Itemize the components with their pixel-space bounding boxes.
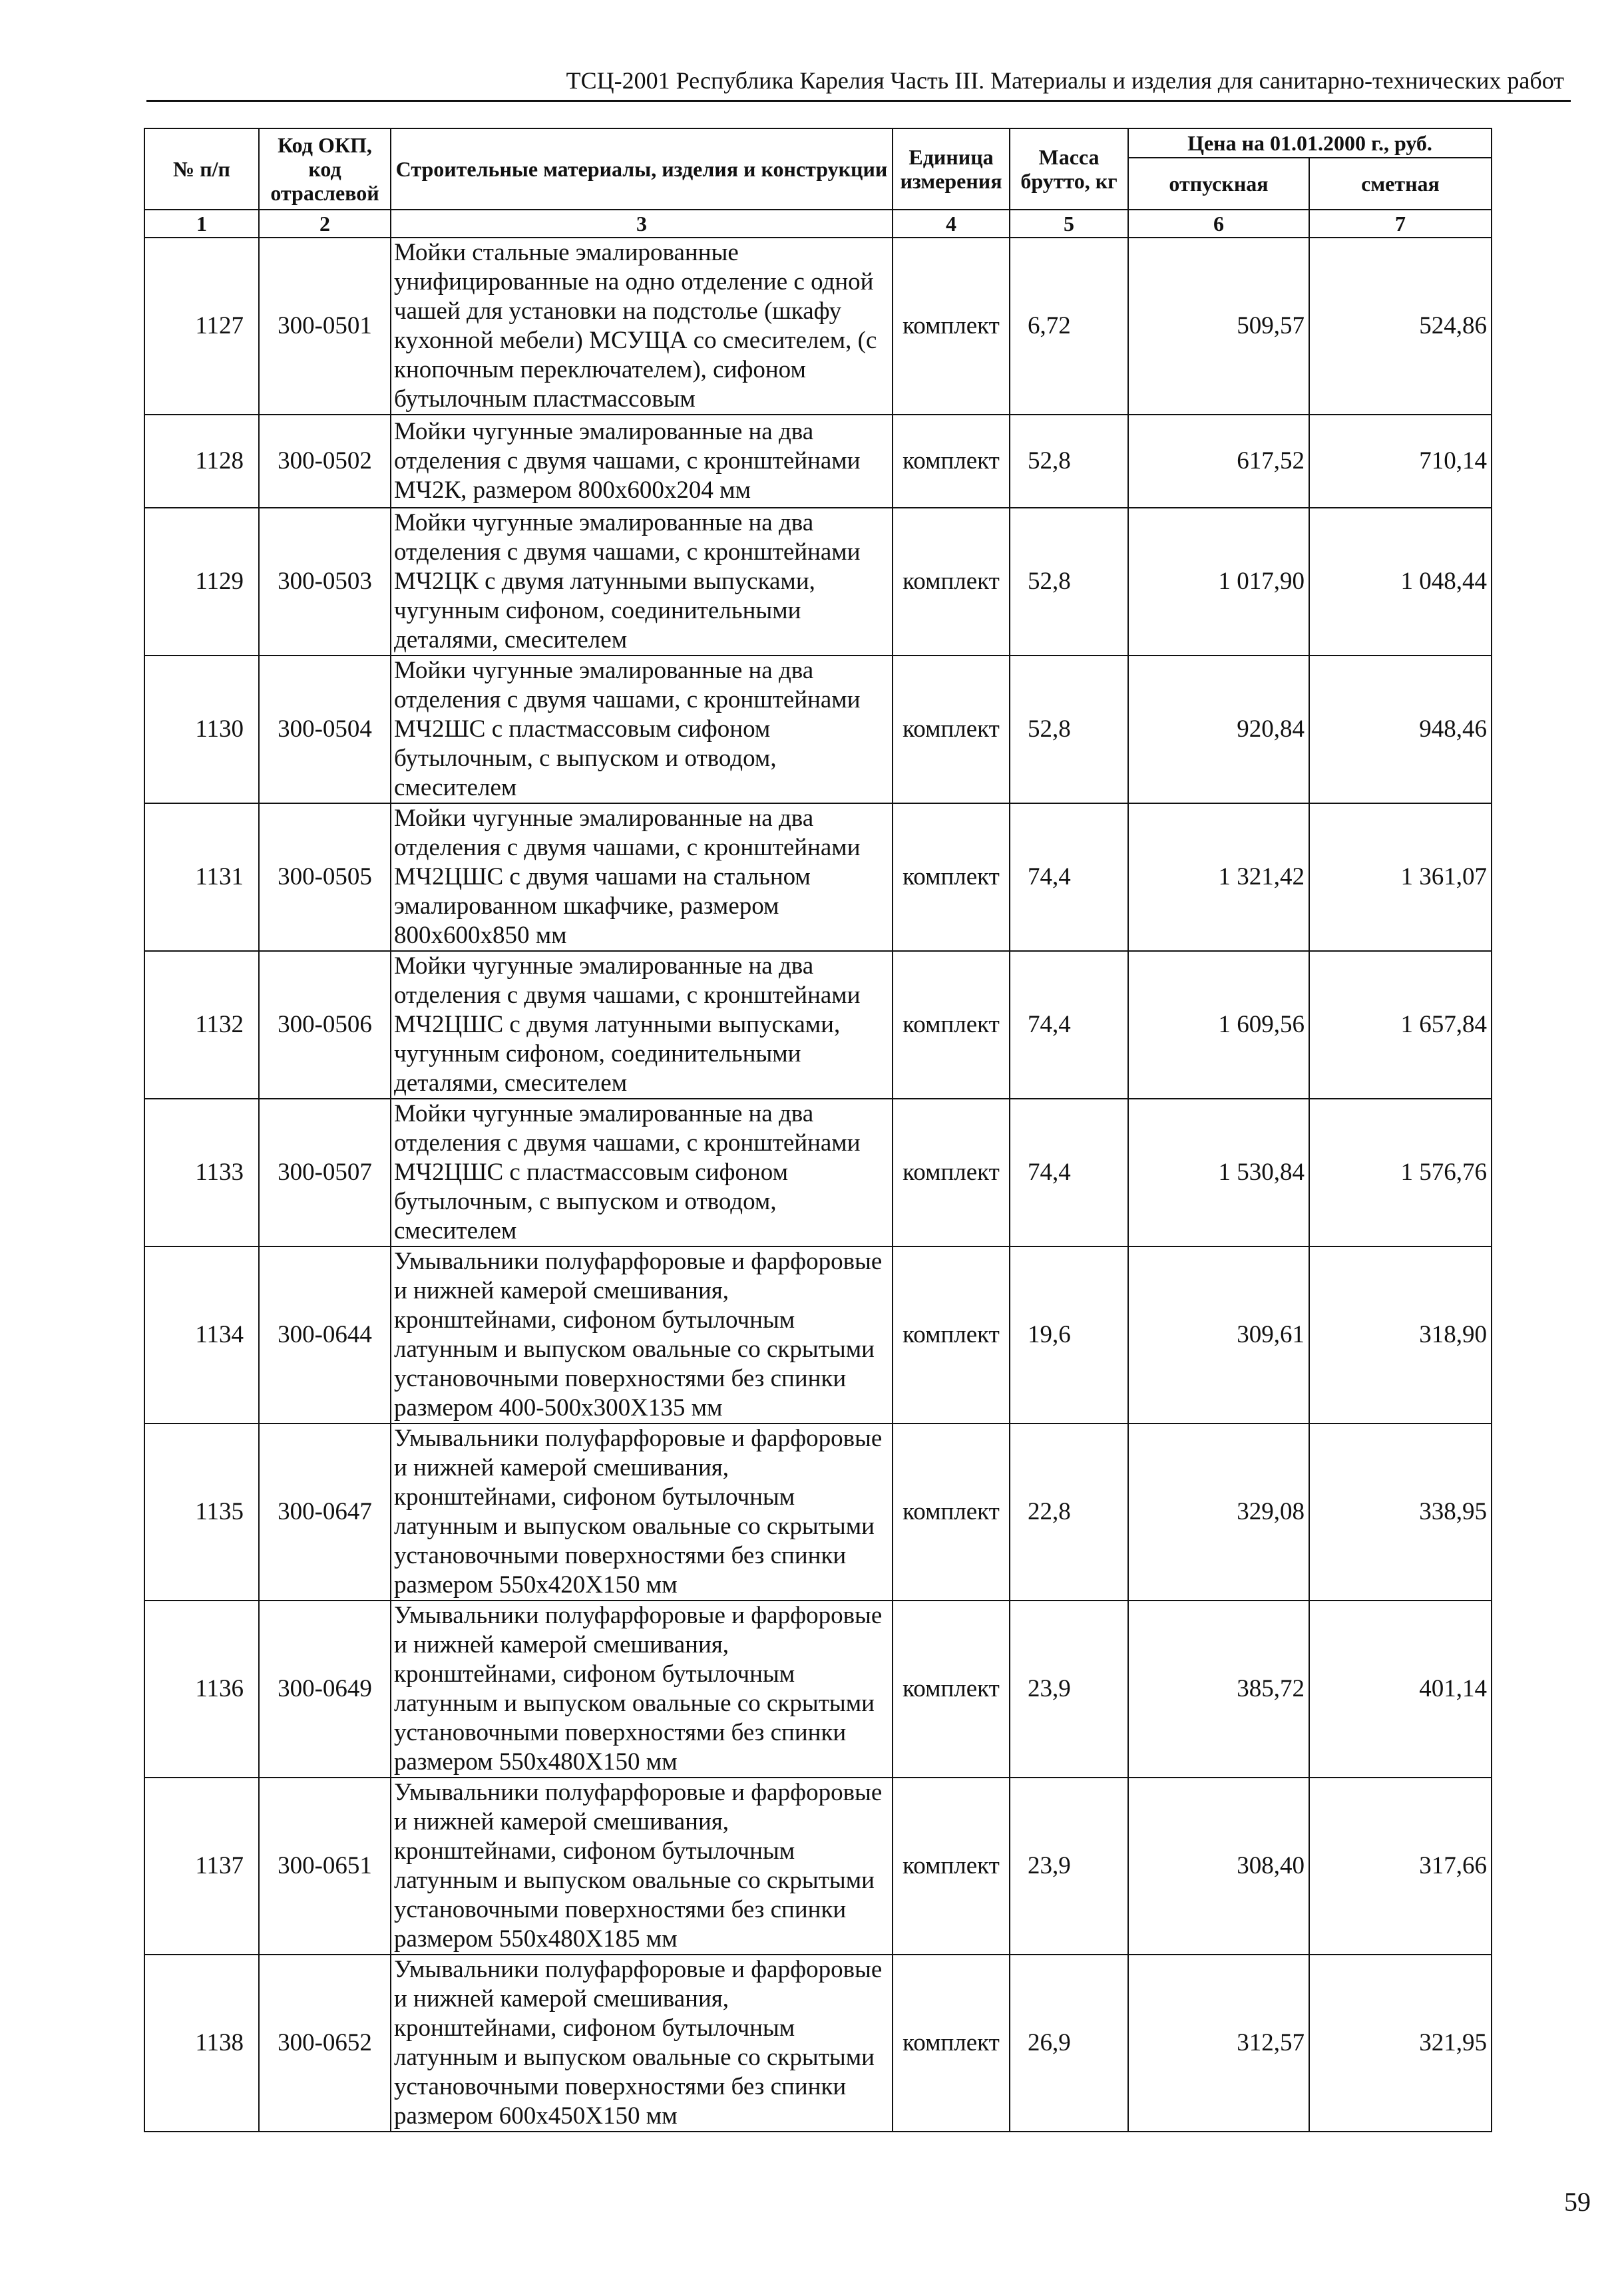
table-row (144, 803, 1492, 951)
table-row (144, 1955, 1492, 2132)
row-number: 1131 (144, 803, 259, 951)
row-number: 1137 (144, 1778, 259, 1955)
okp-code: 300-0644 (259, 1246, 391, 1424)
material-name: Мойки стальные эмалированные унифицированные на одно отделение с одной чашей для установки на подстолье (шкафу кухонной мебели) МСУЩА со смесителем, (с кнопочным переключателем), сифоном бутылочным пластмассовым (391, 238, 893, 415)
gross-mass: 74,4 (1010, 951, 1128, 1099)
gross-mass: 6,72 (1010, 238, 1128, 415)
unit-of-measure: комплект (893, 1099, 1010, 1246)
row-number: 1136 (144, 1601, 259, 1778)
table-row (144, 656, 1492, 803)
okp-code: 300-0501 (259, 238, 391, 415)
gross-mass: 52,8 (1010, 415, 1128, 508)
material-name: Мойки чугунные эмалированные на два отделения с двумя чашами, с кронштейнами МЧ2ЦК с двумя латунными выпусками, чугунным сифоном, соединительными деталями, смесителем (391, 508, 893, 656)
row-number: 1133 (144, 1099, 259, 1246)
gross-mass: 19,6 (1010, 1246, 1128, 1424)
release-price: 1 017,90 (1128, 508, 1309, 656)
estimate-price: 401,14 (1309, 1601, 1492, 1778)
column-number: 1 (144, 210, 259, 238)
col-header-code: Код ОКП, код отраслевой (259, 128, 391, 210)
release-price: 509,57 (1128, 238, 1309, 415)
header-row-1 (144, 128, 1492, 158)
okp-code: 300-0504 (259, 656, 391, 803)
row-number: 1130 (144, 656, 259, 803)
table-row (144, 1424, 1492, 1601)
row-number: 1132 (144, 951, 259, 1099)
material-name: Умывальники полуфарфоровые и фарфоровые и нижней камерой смешивания, кронштейнами, сифоном бутылочным латунным и выпуском овальные со скрытыми установочными поверхностями без спинки размером 400-500х300Х135 мм (391, 1246, 893, 1424)
table-row (144, 1601, 1492, 1778)
row-number: 1129 (144, 508, 259, 656)
estimate-price: 524,86 (1309, 238, 1492, 415)
table-row (144, 238, 1492, 415)
price-table (144, 128, 1492, 2132)
gross-mass: 52,8 (1010, 508, 1128, 656)
gross-mass: 74,4 (1010, 803, 1128, 951)
estimate-price: 321,95 (1309, 1955, 1492, 2132)
unit-of-measure: комплект (893, 508, 1010, 656)
material-name: Умывальники полуфарфоровые и фарфоровые и нижней камерой смешивания, кронштейнами, сифоном бутылочным латунным и выпуском овальные со скрытыми установочными поверхностями без спинки размером 550х480Х185 мм (391, 1778, 893, 1955)
estimate-price: 338,95 (1309, 1424, 1492, 1601)
estimate-price: 1 361,07 (1309, 803, 1492, 951)
okp-code: 300-0503 (259, 508, 391, 656)
column-number: 3 (391, 210, 893, 238)
estimate-price: 1 048,44 (1309, 508, 1492, 656)
col-header-mass: Масса брутто, кг (1010, 128, 1128, 210)
okp-code: 300-0506 (259, 951, 391, 1099)
release-price: 1 321,42 (1128, 803, 1309, 951)
gross-mass: 74,4 (1010, 1099, 1128, 1246)
row-number: 1135 (144, 1424, 259, 1601)
release-price: 617,52 (1128, 415, 1309, 508)
release-price: 309,61 (1128, 1246, 1309, 1424)
release-price: 308,40 (1128, 1778, 1309, 1955)
column-number: 4 (893, 210, 1010, 238)
estimate-price: 948,46 (1309, 656, 1492, 803)
estimate-price: 1 576,76 (1309, 1099, 1492, 1246)
material-name: Мойки чугунные эмалированные на два отделения с двумя чашами, с кронштейнами МЧ2ЦШС с двумя латунными выпусками, чугунным сифоном, соединительными деталями, смесителем (391, 951, 893, 1099)
gross-mass: 22,8 (1010, 1424, 1128, 1601)
row-number: 1128 (144, 415, 259, 508)
material-name: Мойки чугунные эмалированные на два отделения с двумя чашами, с кронштейнами МЧ2ЦШС с пластмассовым сифоном бутылочным, с выпуском и отводом, смесителем (391, 1099, 893, 1246)
gross-mass: 26,9 (1010, 1955, 1128, 2132)
unit-of-measure: комплект (893, 803, 1010, 951)
material-name: Умывальники полуфарфоровые и фарфоровые и нижней камерой смешивания, кронштейнами, сифоном бутылочным латунным и выпуском овальные со скрытыми установочными поверхностями без спинки размером 550х480Х150 мм (391, 1601, 893, 1778)
col-header-price-release: отпускная (1128, 158, 1309, 210)
header-title: ТСЦ-2001 Республика Карелия Часть III. Материалы и изделия для санитарно-технических работ (566, 67, 1564, 94)
row-number: 1134 (144, 1246, 259, 1424)
unit-of-measure: комплект (893, 238, 1010, 415)
table-row (144, 1778, 1492, 1955)
release-price: 1 530,84 (1128, 1099, 1309, 1246)
release-price: 1 609,56 (1128, 951, 1309, 1099)
gross-mass: 23,9 (1010, 1601, 1128, 1778)
unit-of-measure: комплект (893, 656, 1010, 803)
material-name: Умывальники полуфарфоровые и фарфоровые и нижней камерой смешивания, кронштейнами, сифоном бутылочным латунным и выпуском овальные со скрытыми установочными поверхностями без спинки размером 550х420Х150 мм (391, 1424, 893, 1601)
material-name: Мойки чугунные эмалированные на два отделения с двумя чашами, с кронштейнами МЧ2ЦШС с двумя чашами на стальном эмалированном шкафчике, размером 800х600х850 мм (391, 803, 893, 951)
table-row (144, 951, 1492, 1099)
estimate-price: 710,14 (1309, 415, 1492, 508)
material-name: Умывальники полуфарфоровые и фарфоровые и нижней камерой смешивания, кронштейнами, сифоном бутылочным латунным и выпуском овальные со скрытыми установочными поверхностями без спинки размером 600х450Х150 мм (391, 1955, 893, 2132)
col-header-unit: Единица измерения (893, 128, 1010, 210)
gross-mass: 52,8 (1010, 656, 1128, 803)
gross-mass: 23,9 (1010, 1778, 1128, 1955)
column-number: 5 (1010, 210, 1128, 238)
release-price: 920,84 (1128, 656, 1309, 803)
table-row (144, 508, 1492, 656)
table-row (144, 415, 1492, 508)
column-number: 2 (259, 210, 391, 238)
unit-of-measure: комплект (893, 1246, 1010, 1424)
release-price: 312,57 (1128, 1955, 1309, 2132)
estimate-price: 318,90 (1309, 1246, 1492, 1424)
column-number: 6 (1128, 210, 1309, 238)
material-name: Мойки чугунные эмалированные на два отделения с двумя чашами, с кронштейнами МЧ2К, размером 800х600х204 мм (391, 415, 893, 508)
okp-code: 300-0652 (259, 1955, 391, 2132)
page-number: 59 (1564, 2187, 1591, 2217)
okp-code: 300-0502 (259, 415, 391, 508)
column-number: 7 (1309, 210, 1492, 238)
unit-of-measure: комплект (893, 1955, 1010, 2132)
unit-of-measure: комплект (893, 1778, 1010, 1955)
col-header-num: № п/п (144, 128, 259, 210)
okp-code: 300-0647 (259, 1424, 391, 1601)
unit-of-measure: комплект (893, 1601, 1010, 1778)
row-number: 1127 (144, 238, 259, 415)
okp-code: 300-0651 (259, 1778, 391, 1955)
release-price: 385,72 (1128, 1601, 1309, 1778)
estimate-price: 317,66 (1309, 1778, 1492, 1955)
col-header-name: Строительные материалы, изделия и конструкции (391, 128, 893, 210)
okp-code: 300-0649 (259, 1601, 391, 1778)
estimate-price: 1 657,84 (1309, 951, 1492, 1099)
col-header-price-group: Цена на 01.01.2000 г., руб. (1128, 128, 1492, 158)
table-row (144, 1246, 1492, 1424)
unit-of-measure: комплект (893, 415, 1010, 508)
header-rule (146, 100, 1571, 102)
material-name: Мойки чугунные эмалированные на два отделения с двумя чашами, с кронштейнами МЧ2ШС с пластмассовым сифоном бутылочным, с выпуском и отводом, смесителем (391, 656, 893, 803)
okp-code: 300-0507 (259, 1099, 391, 1246)
unit-of-measure: комплект (893, 951, 1010, 1099)
col-header-price-estimate: сметная (1309, 158, 1492, 210)
release-price: 329,08 (1128, 1424, 1309, 1601)
row-number: 1138 (144, 1955, 259, 2132)
page-header (146, 67, 1571, 104)
table-row (144, 1099, 1492, 1246)
column-number-row (144, 210, 1492, 238)
okp-code: 300-0505 (259, 803, 391, 951)
unit-of-measure: комплект (893, 1424, 1010, 1601)
